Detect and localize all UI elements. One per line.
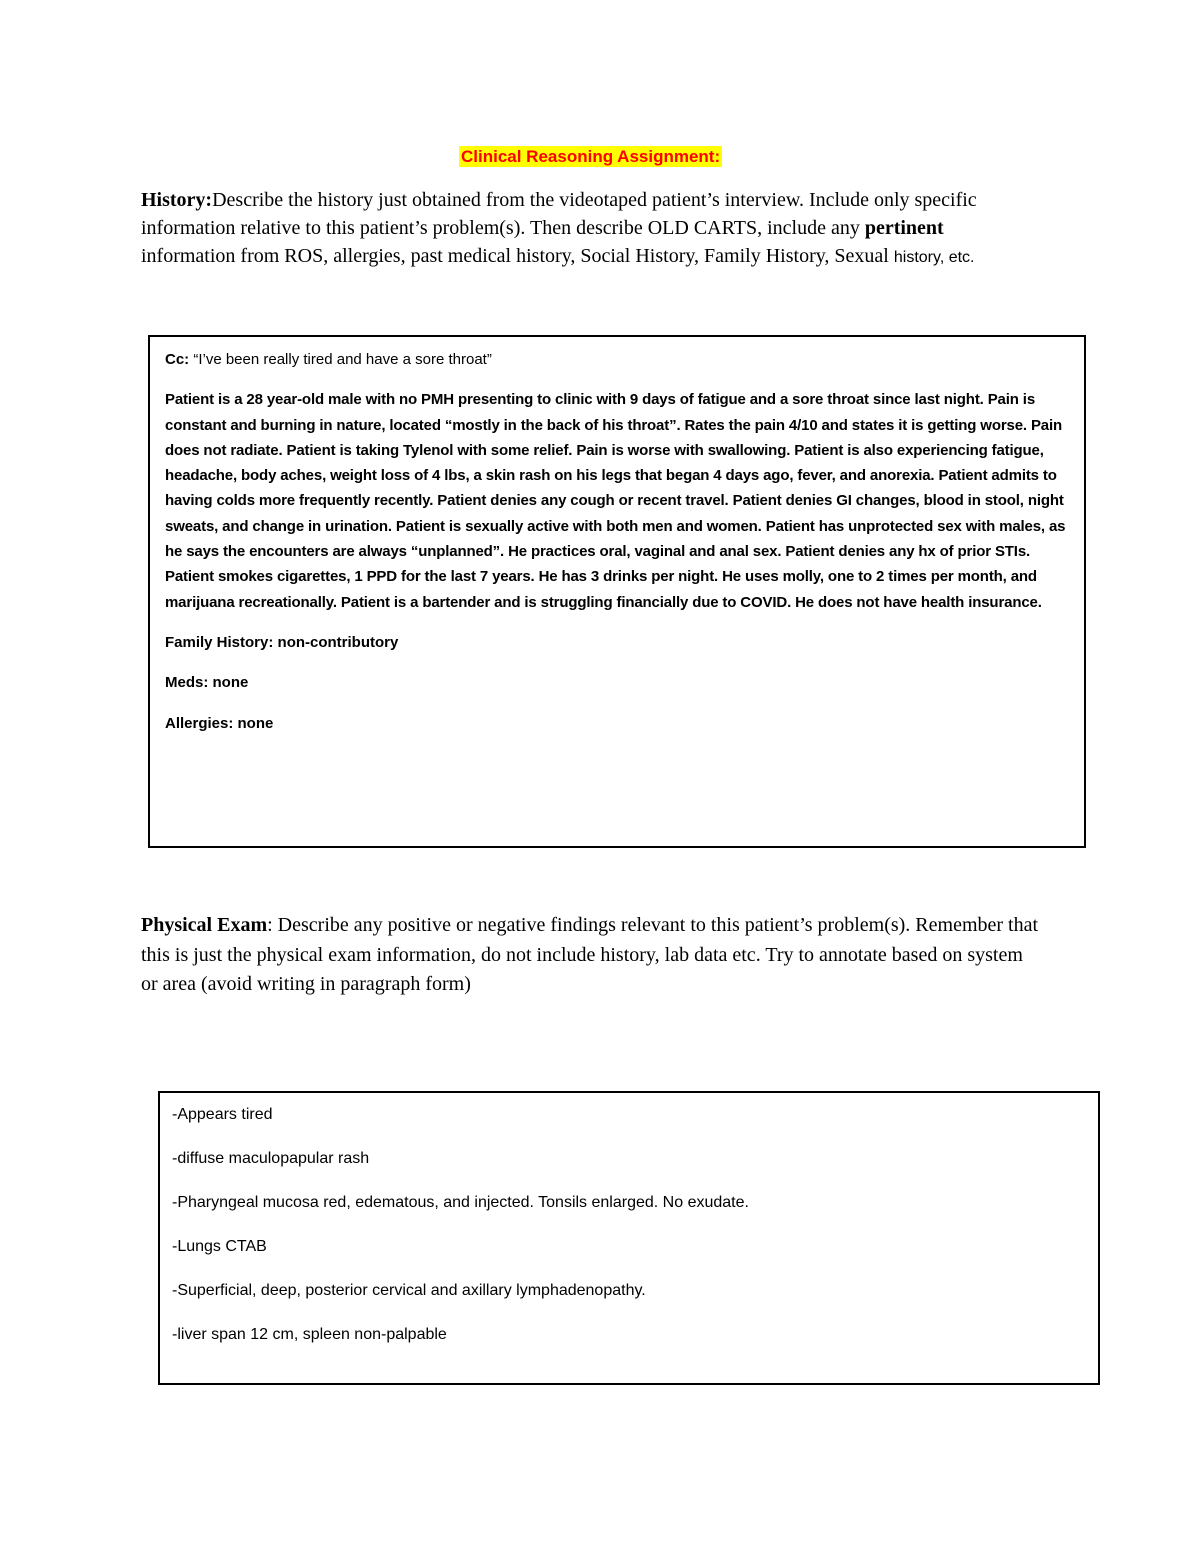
exam-finding: -Superficial, deep, posterior cervical and axillary lymphadenopathy. [172,1282,646,1299]
exam-label: Physical Exam [141,914,268,936]
chief-complaint-text: “I’ve been really tired and have a sore throat” [189,351,492,368]
exam-finding: -Pharyngeal mucosa red, edematous, and injected. Tonsils enlarged. No exudate. [172,1194,749,1211]
hpi-paragraph: Patient is a 28 year-old male with no PMH presenting to clinic with 9 days of fatigue and a sore throat since last night. Pain is constant and burning in nature, located “mostly in the back of his throat”. Rates the pain 4/10 and states it is getting worse. Pain does not radiate. Patient is taking Tylenol with some relief. Pain is worse with swallowing. Patient is also experiencing fatigue, headache, body aches, weight loss of 4 lbs, a skin rash on his legs that began 4 days ago, fever, and anorexia. Patient admits to having colds more frequently recently. Patient denies any cough or recent travel. Patient denies GI changes, blood in stool, night sweats, and change in urination. Patient is sexually active with both men and women. Patient has unprotected sex with males, as he says the encounters are always “unplanned”. He practices oral, vaginal and anal sex. Patient denies any hx of prior STIs. Patient smokes cigarettes, 1 PPD for the last 7 years. He has 3 drinks per night. He uses molly, one to 2 times per month, and marijuana recreationally. Patient is a bartender and is struggling financially due to COVID. He does not have health insurance. [165,391,1066,611]
family-history: Family History: non-contributory [165,633,399,651]
history-instructions-text-1: Describe the history just obtained from the videotaped patient’s interview. Include only specific information relative to this patient’s problem(s). Then describe OLD CARTS, include any [141,189,977,239]
exam-finding: -diffuse maculopapular rash [172,1150,370,1167]
history-instructions-text-3: history, etc. [893,249,975,266]
exam-answer-box [158,1091,1100,1385]
exam-finding: -Appears tired [172,1106,273,1123]
history-answer-box [148,335,1086,848]
chief-complaint [165,347,1070,372]
exam-finding: -liver span 12 cm, spleen non-palpable [172,1326,447,1343]
allergies: Allergies: none [165,714,274,732]
history-instructions-text-2: information from ROS, allergies, past medical history, Social History, Family History, Sexual [141,245,894,267]
medications: Meds: none [165,674,249,692]
history-label: History: [141,189,213,211]
exam-instructions [141,911,1041,1000]
exam-finding: -Lungs CTAB [172,1238,267,1255]
exam-instructions-text: : Describe any positive or negative findings relevant to this patient’s problem(s). Remember that this is just the physical exam information, do not include history, lab data etc. Try to annotate based on system or area (avoid writing in paragraph form) [141,914,1039,995]
chief-complaint-label: Cc: [165,351,190,368]
history-instructions-bold: pertinent [864,217,944,239]
page-title: Clinical Reasoning Assignment: [461,147,721,166]
history-instructions [141,186,1041,272]
